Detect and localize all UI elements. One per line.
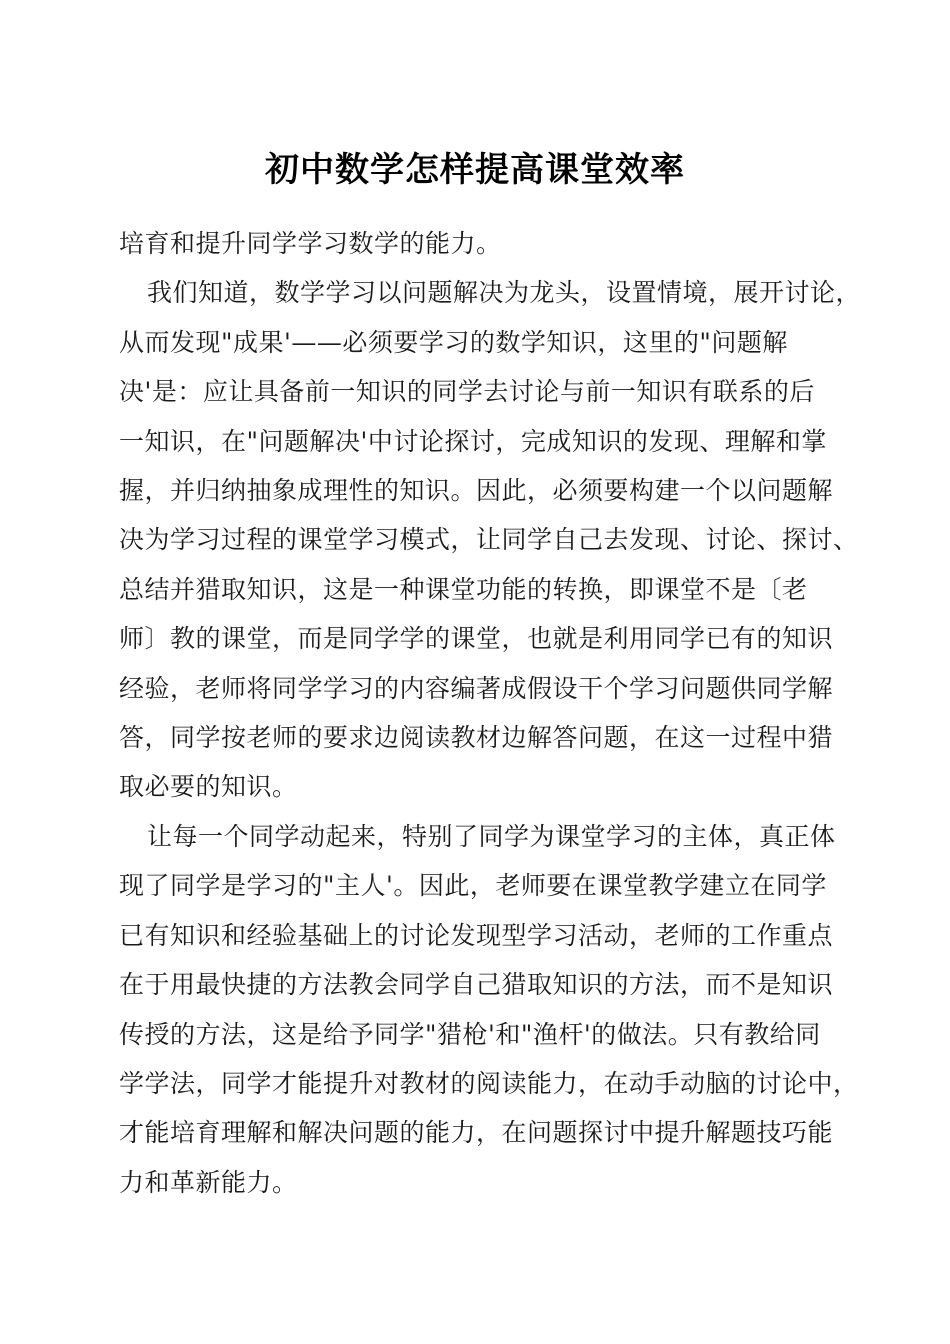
text-line: 让每一个同学动起来，特别了同学为课堂学习的主体，真正体 — [147, 821, 836, 851]
text-line: 答，同学按老师的要求边阅读教材边解答问题，在这一过程中猎 — [119, 723, 834, 753]
text-line: 传授的方法，这是给予同学"猎枪'和"渔杆'的做法。只有教给同 — [119, 1019, 821, 1049]
text-line: 总结并猎取知识，这是一种课堂功能的转换，即课堂不是〔老 — [119, 574, 808, 604]
text-line: 经验，老师将同学学习的内容编著成假设干个学习问题供同学解 — [119, 673, 834, 703]
text-line: 已有知识和经验基础上的讨论发现型学习活动，老师的工作重点 — [119, 920, 834, 950]
text-line: 师〕教的课堂，而是同学学的课堂，也就是利用同学已有的知识 — [119, 624, 834, 654]
text-line: 取必要的知识。 — [119, 772, 298, 802]
text-line: 在于用最快捷的方法教会同学自己猎取知识的方法，而不是知识 — [119, 970, 834, 1000]
text-line: 培育和提升同学学习数学的能力。 — [119, 229, 502, 258]
text-line: 决为学习过程的课堂学习模式，让同学自己去发现、讨论、探讨、 — [119, 525, 859, 555]
paragraph-1 — [119, 219, 835, 268]
paragraph-3 — [119, 812, 859, 1207]
text-line: 握，并归纳抽象成理性的知识。因此，必须要构建一个以问题解 — [119, 476, 834, 506]
document-body — [119, 219, 862, 1207]
paragraph-2 — [119, 268, 862, 811]
text-line: 决'是：应让具备前一知识的同学去讨论与前一知识有联系的后 — [119, 377, 815, 407]
text-line: 现了同学是学习的"主人'。因此，老师要在课堂教学建立在同学 — [119, 871, 827, 901]
text-line: 学学法，同学才能提升对教材的阅读能力，在动手动脑的讨论中， — [119, 1068, 859, 1098]
text-line: 从而发现"成果'——必须要学习的数学知识，这里的"问题解 — [119, 327, 788, 357]
text-line: 力和革新能力。 — [119, 1167, 298, 1197]
text-line: 才能培育理解和解决问题的能力，在问题探讨中提升解题技巧能 — [119, 1118, 834, 1148]
text-line: 一知识，在"问题解决'中讨论探讨，完成知识的发现、理解和掌 — [119, 426, 827, 456]
text-line: 我们知道，数学学习以问题解决为龙头，设置情境，展开讨论， — [147, 278, 862, 308]
document-title: 初中数学怎样提高课堂效率 — [265, 150, 685, 190]
